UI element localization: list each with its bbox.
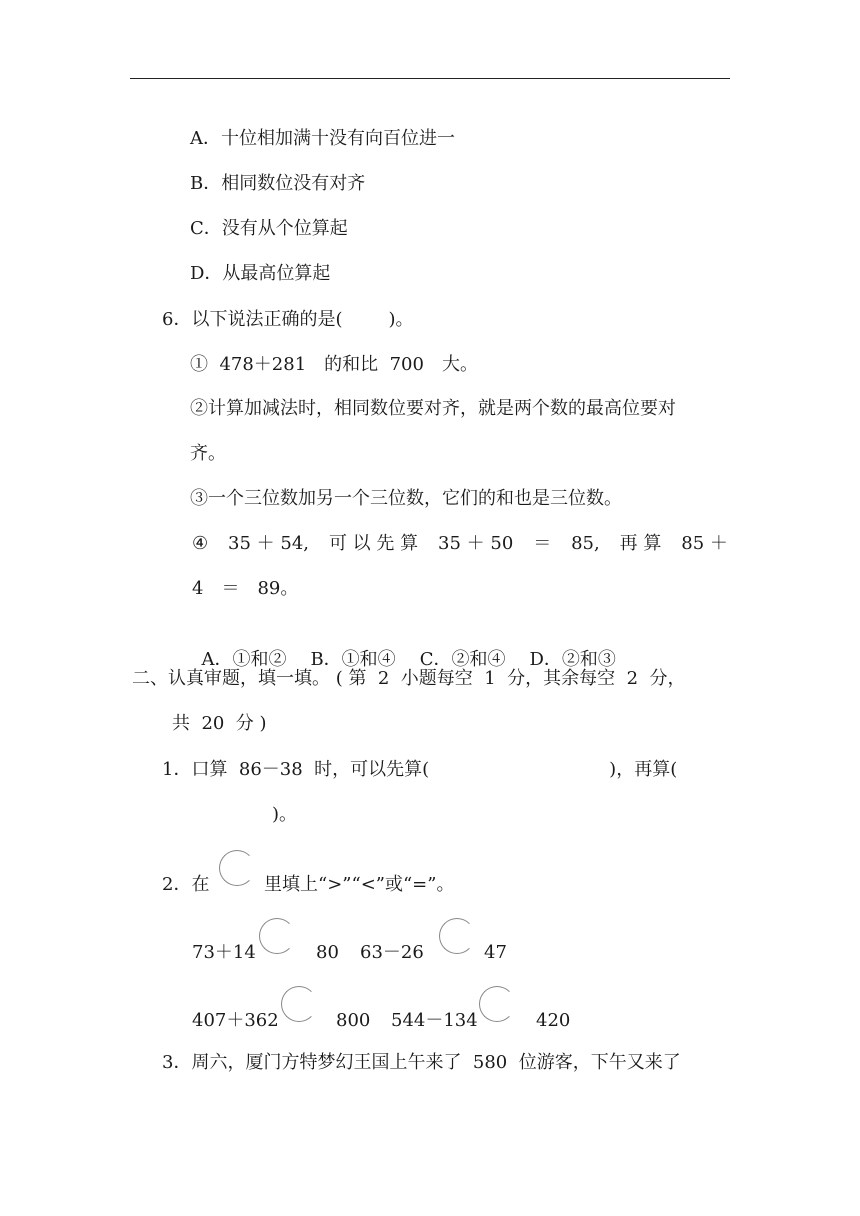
q6-statement-4a bbox=[192, 531, 728, 557]
q6-s4-part: 35 ＋ 50 bbox=[438, 533, 514, 554]
compare-circle-2[interactable] bbox=[439, 918, 475, 954]
q6-s4-part: 85 ＋ bbox=[681, 533, 728, 554]
q6-option-c[interactable]: C．②和④ bbox=[419, 649, 506, 670]
fill-q1-part-a: 1．口算 86－38 时，可以先算( bbox=[162, 759, 430, 780]
fill-q1-part-b: )，再算( bbox=[609, 759, 678, 780]
q6-statement-2a: ②计算加减法时，相同数位要对齐，就是两个数的最高位要对 bbox=[190, 398, 676, 419]
compare-circle-1[interactable] bbox=[259, 918, 295, 954]
q6-s4-part: 可 以 先 算 bbox=[328, 533, 419, 554]
q6-statement-3: ③一个三位数加另一个三位数，它们的和也是三位数。 bbox=[190, 488, 622, 509]
q5-option-a: A．十位相加满十没有向百位进一 bbox=[190, 128, 455, 149]
compare-3-right: 800 bbox=[336, 1010, 371, 1031]
q6-statement-1: ① 478＋281 的和比 700 大。 bbox=[190, 354, 478, 375]
compare-circle-4[interactable] bbox=[479, 986, 515, 1022]
compare-4-right: 420 bbox=[536, 1010, 571, 1031]
circle-blank-icon bbox=[219, 850, 255, 886]
compare-2-right: 47 bbox=[484, 942, 507, 963]
compare-2-left: 63－26 bbox=[360, 942, 424, 963]
q5-option-b: B．相同数位没有对齐 bbox=[190, 173, 366, 194]
q6-statement-4b: 4 ＝ 89。 bbox=[192, 578, 299, 599]
q6-s4-part: 35 ＋ 54, bbox=[228, 533, 310, 554]
q6-option-b[interactable]: B．①和④ bbox=[310, 649, 396, 670]
fill-q2-suffix: 里填上“>”“<”或“=”。 bbox=[264, 874, 455, 895]
q6-stem-prefix: 6．以下说法正确的是( bbox=[162, 309, 343, 330]
q6-option-d[interactable]: D．②和③ bbox=[529, 649, 616, 670]
compare-1-left: 73＋14 bbox=[192, 942, 256, 963]
q5-option-c: C．没有从个位算起 bbox=[190, 218, 348, 239]
q6-s4-part: 再 算 bbox=[619, 533, 662, 554]
section2-title: 二、认真审题，填一填。 ( 第 2 小题每空 1 分，其余每空 2 分， bbox=[132, 668, 686, 689]
compare-1-right: 80 bbox=[316, 942, 339, 963]
q6-s4-part: ④ bbox=[192, 533, 209, 554]
compare-4-left: 544－134 bbox=[391, 1010, 478, 1031]
q6-statement-2b: 齐。 bbox=[190, 443, 226, 464]
q6-s4-part: ＝ bbox=[533, 533, 552, 554]
q6-s4-part: 85, bbox=[571, 533, 600, 554]
q6-option-a[interactable]: A．①和② bbox=[201, 649, 287, 670]
compare-circle-3[interactable] bbox=[281, 986, 317, 1022]
q6-stem-suffix: )。 bbox=[388, 309, 414, 330]
fill-q1-part-c: )。 bbox=[272, 804, 298, 825]
fill-q1 bbox=[162, 757, 677, 783]
compare-3-left: 407＋362 bbox=[192, 1010, 279, 1031]
fill-q2-prefix: 2．在 bbox=[162, 874, 210, 895]
fill-q3: 3．周六，厦门方特梦幻王国上午来了 580 位游客，下午又来了 bbox=[162, 1052, 681, 1073]
q6-stem bbox=[162, 307, 414, 333]
header-rule bbox=[130, 78, 730, 79]
section2-title-cont: 共 20 分 ) bbox=[172, 713, 267, 734]
q5-option-d: D．从最高位算起 bbox=[190, 263, 331, 284]
